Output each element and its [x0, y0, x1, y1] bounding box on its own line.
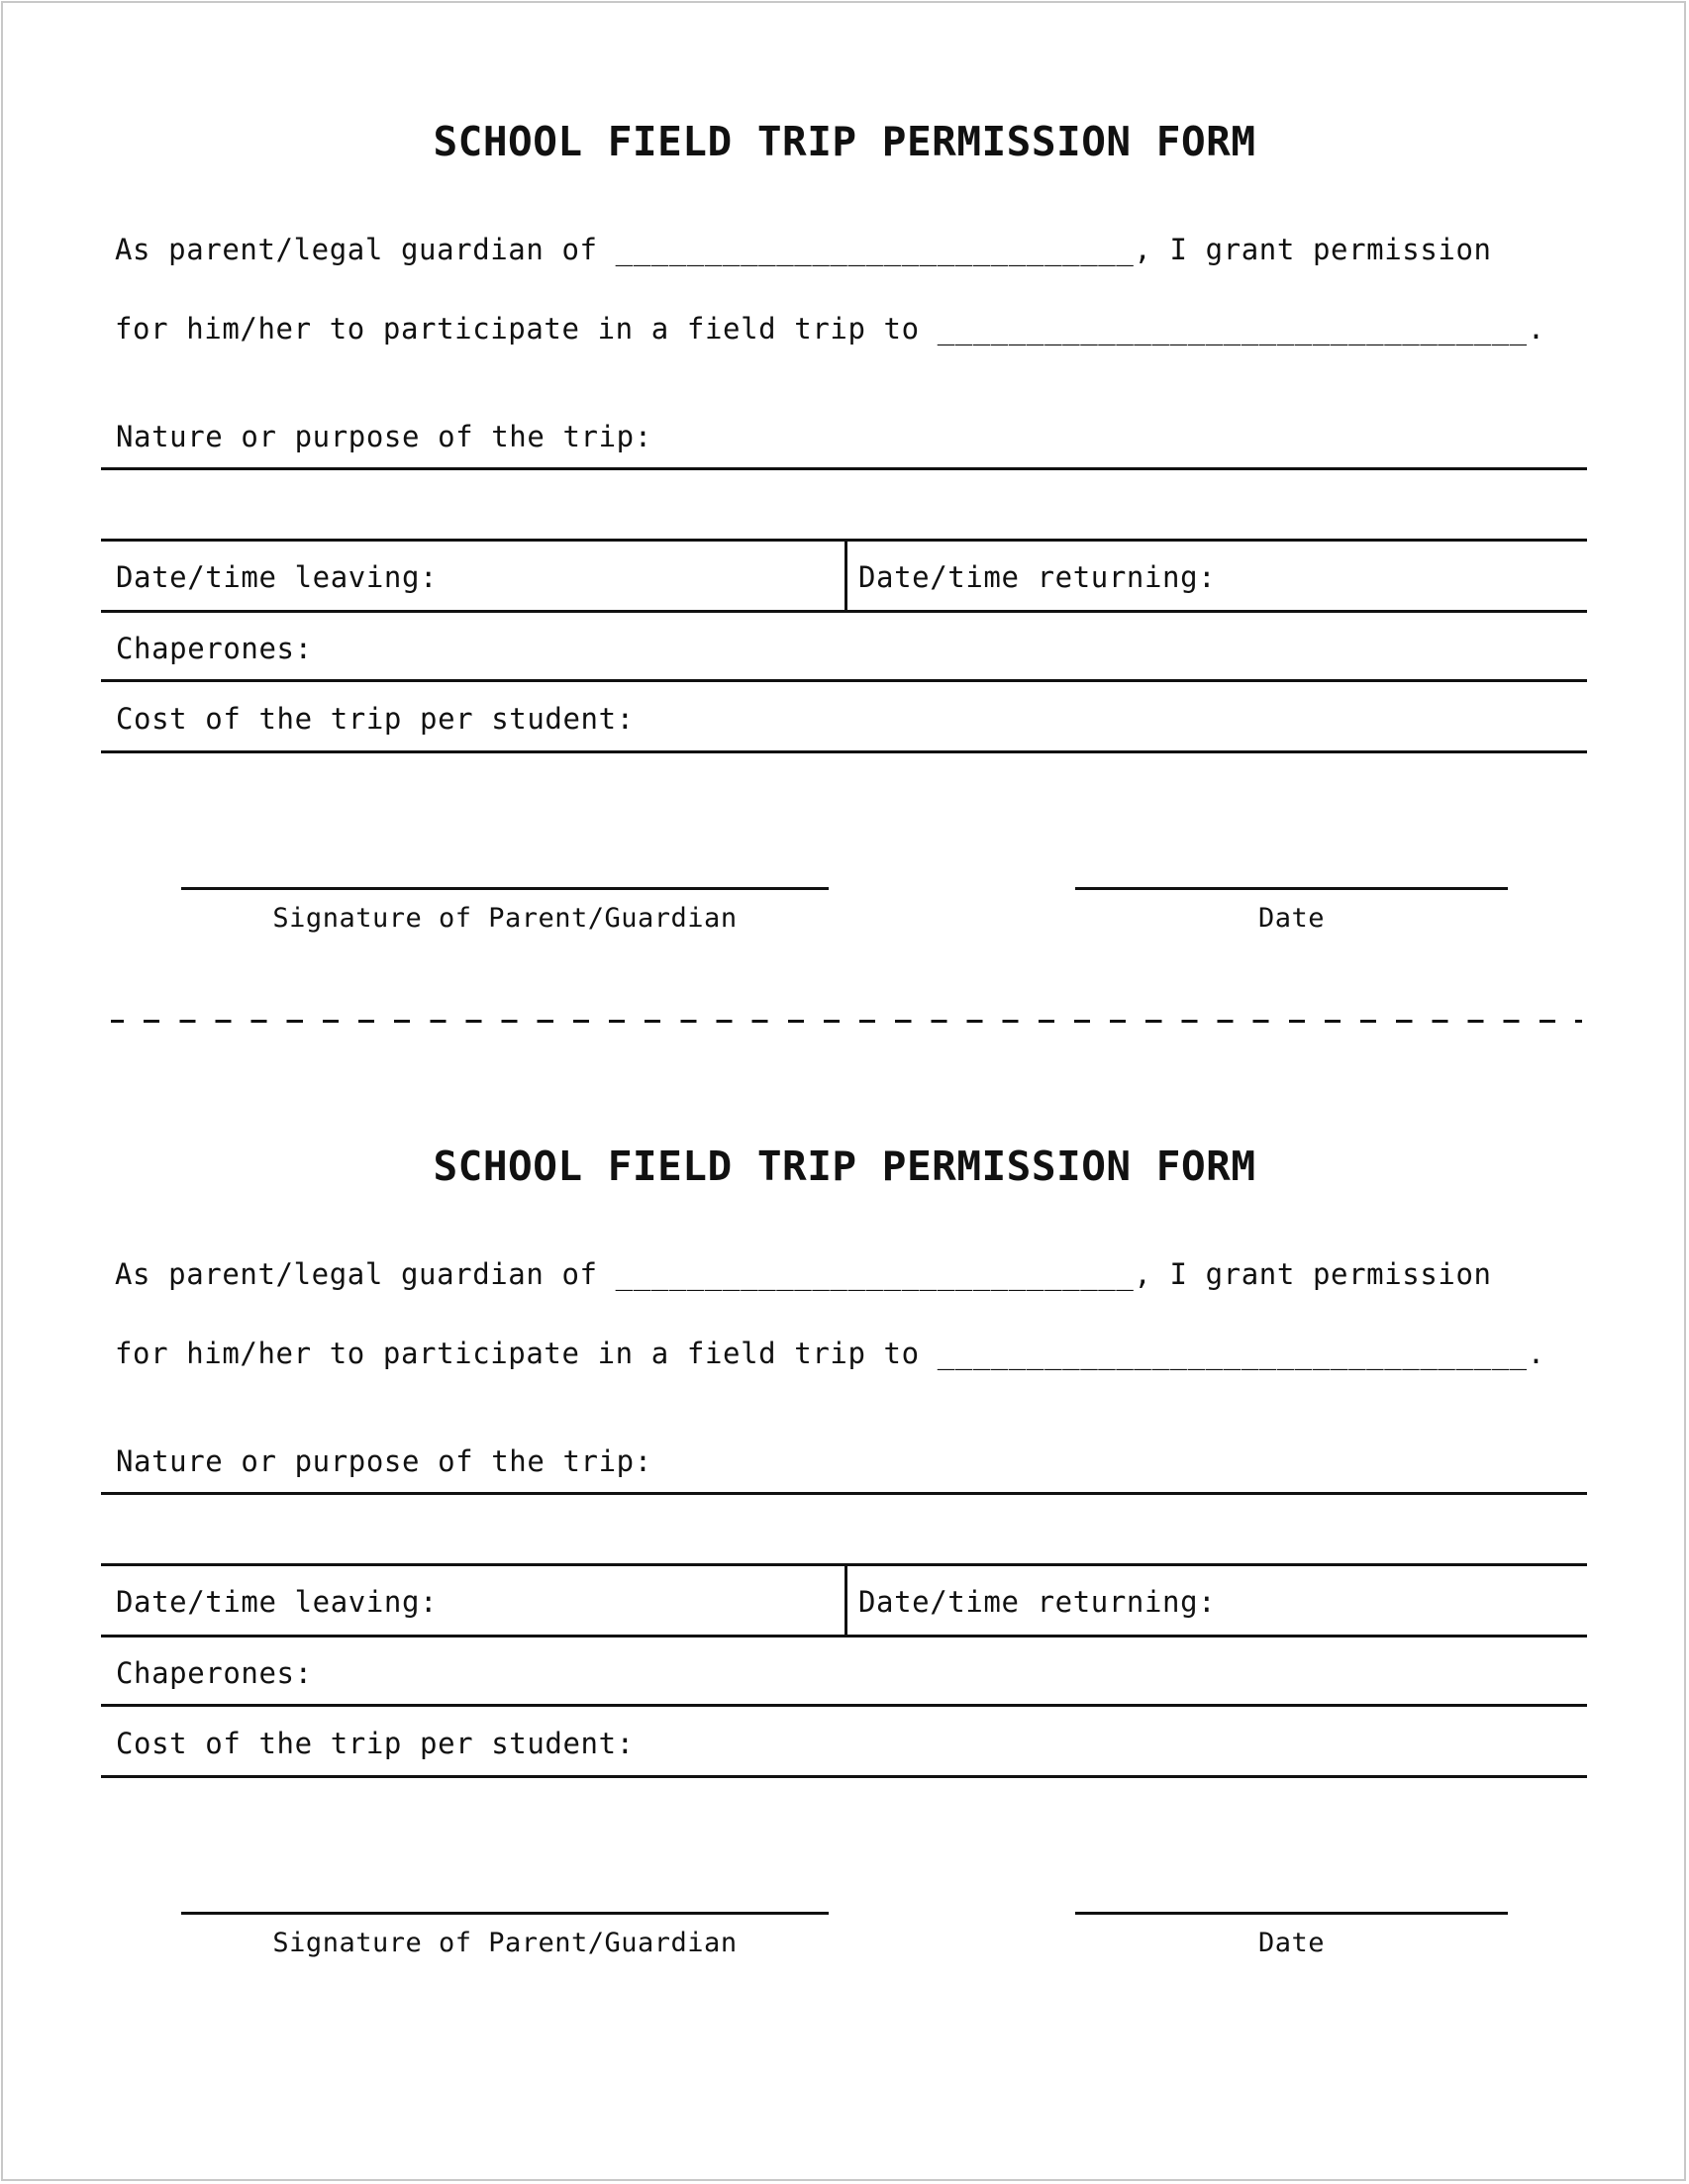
signature-label: Signature of Parent/Guardian	[272, 903, 738, 934]
cost-per-student-label: Cost of the trip per student:	[116, 702, 635, 736]
field-trip-destination-line: for him/her to participate in a field trip to _________________________________.	[115, 1337, 1545, 1370]
permission-form-2	[0, 1025, 1689, 2049]
date-time-leaving-label: Date/time leaving:	[116, 560, 439, 594]
signature-label: Signature of Parent/Guardian	[272, 1928, 738, 1958]
date-line	[1075, 1912, 1508, 1915]
chaperones-label: Chaperones:	[116, 1656, 313, 1690]
table-bottom-line	[101, 750, 1587, 753]
table-bottom-line	[101, 1775, 1587, 1778]
trip-purpose-label: Nature or purpose of the trip:	[116, 420, 652, 453]
trip-purpose-line	[101, 1492, 1587, 1495]
date-time-leaving-label: Date/time leaving:	[116, 1585, 439, 1619]
trip-purpose-label: Nature or purpose of the trip:	[116, 1444, 652, 1478]
date-cell-divider	[844, 1563, 847, 1637]
chaperones-label: Chaperones:	[116, 632, 313, 665]
form-title: SCHOOL FIELD TRIP PERMISSION FORM	[433, 1142, 1256, 1190]
cut-line-divider	[111, 1020, 1582, 1023]
signature-line	[181, 1912, 829, 1915]
row-divider	[101, 610, 1587, 613]
date-time-returning-label: Date/time returning:	[858, 1585, 1217, 1619]
permission-form-1	[0, 0, 1689, 1025]
trip-purpose-line	[101, 467, 1587, 470]
date-label: Date	[1257, 1928, 1326, 1958]
signature-line	[181, 887, 829, 890]
form-title: SCHOOL FIELD TRIP PERMISSION FORM	[433, 118, 1256, 165]
guardian-statement-line: As parent/legal guardian of _____________________________, I grant permission	[115, 233, 1492, 266]
cost-per-student-label: Cost of the trip per student:	[116, 1727, 635, 1760]
date-line	[1075, 887, 1508, 890]
date-time-returning-label: Date/time returning:	[858, 560, 1217, 594]
row-divider	[101, 679, 1587, 682]
date-cell-divider	[844, 539, 847, 612]
guardian-statement-line: As parent/legal guardian of _____________________________, I grant permission	[115, 1257, 1492, 1291]
field-trip-destination-line: for him/her to participate in a field trip to _________________________________.	[115, 312, 1545, 346]
date-label: Date	[1257, 903, 1326, 934]
row-divider	[101, 1704, 1587, 1707]
row-divider	[101, 1635, 1587, 1638]
